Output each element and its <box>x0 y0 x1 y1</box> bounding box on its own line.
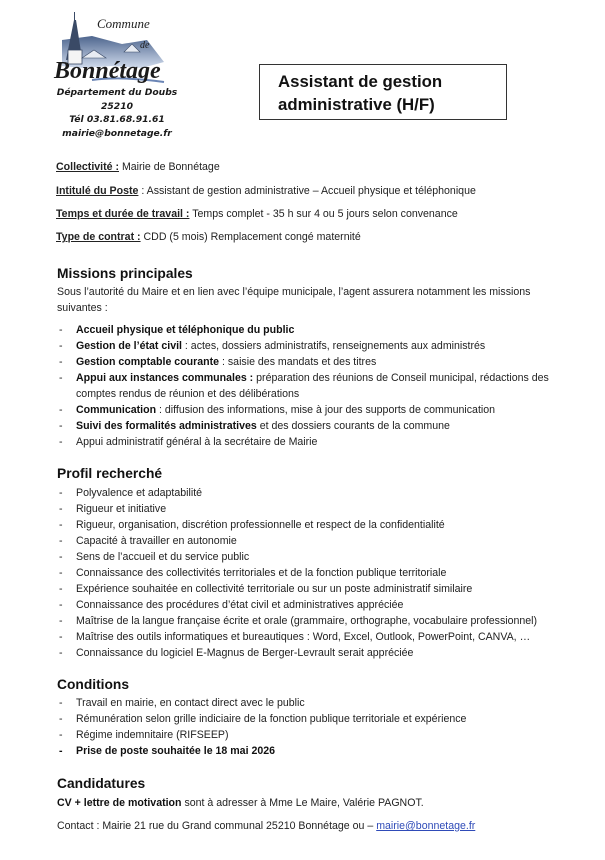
postcode-text: 25210 <box>101 100 133 112</box>
job-title-box <box>259 64 507 120</box>
conditions-list <box>57 695 577 759</box>
email-text: mairie@bonnetage.fr <box>62 127 172 139</box>
list-item: - Régime indemnitaire (RIFSEEP) <box>57 727 577 743</box>
profil-list <box>57 485 577 661</box>
list-item: - Prise de poste souhaitée le 18 mai 2026 <box>57 743 577 759</box>
contact-text: Contact : Mairie 21 rue du Grand communal 25210 Bonnétage ou – <box>57 820 377 832</box>
info-label: Temps et durée de travail : <box>56 208 190 220</box>
logo-commune-text: Commune <box>97 16 150 31</box>
list-item: - Rigueur et initiative <box>57 501 577 517</box>
list-item <box>57 354 577 370</box>
list-item <box>57 322 577 338</box>
list-item-text: Appui administratif général à la secrétaire de Mairie <box>76 436 318 448</box>
list-item-text: préparation des réunions de Conseil municipal, rédactions des comptes rendus de réunion et des délibérations <box>76 372 549 400</box>
profil-heading: Profil recherché <box>57 466 163 481</box>
logo-de-text: de <box>140 40 150 51</box>
logo-bonnetage-text: Bonnétage <box>54 58 161 84</box>
list-item: - Expérience souhaitée en collectivité territoriale ou sur un poste administratif similaire <box>57 581 577 597</box>
department-text: Département du Doubs <box>56 87 178 98</box>
list-item: - Travail en mairie, en contact direct avec le public <box>57 695 577 711</box>
missions-list <box>57 322 577 450</box>
phone-text: Tél 03.81.68.91.61 <box>69 114 165 126</box>
list-item <box>57 402 577 418</box>
list-item <box>57 370 577 402</box>
info-collectivite <box>56 161 220 173</box>
missions-heading: Missions principales <box>57 266 193 281</box>
candidatures-line <box>57 795 567 811</box>
list-item: - Maîtrise des outils informatiques et bureautiques : Word, Excel, Outlook, PowerPoint, CANVA, … <box>57 629 577 645</box>
list-item-text: : actes, dossiers administratifs, renseignements aux administrés <box>181 340 486 352</box>
list-item-text: : saisie des mandats et des titres <box>219 356 377 368</box>
list-item: - Rémunération selon grille indiciaire de la fonction publique territoriale et expérience <box>57 711 577 727</box>
info-value: Temps complet - 35 h sur 4 ou 5 jours selon convenance <box>189 208 458 220</box>
commune-logo <box>52 10 170 88</box>
candidatures-rest: sont à adresser à Mme Le Maire, Valérie PAGNOT. <box>181 797 424 809</box>
list-item: - Sens de l’accueil et du service public <box>57 549 577 565</box>
list-item-text: : diffusion des informations, mise à jour des supports de communication <box>156 404 496 416</box>
list-item: - Polyvalence et adaptabilité <box>57 485 577 501</box>
contact-email-link[interactable]: mairie@bonnetage.fr <box>376 820 476 832</box>
village-landscape-icon <box>52 10 170 88</box>
info-temps <box>56 208 458 220</box>
conditions-heading: Conditions <box>57 677 130 692</box>
list-item-bold: Appui aux instances communales : <box>76 372 254 384</box>
info-label: Collectivité : <box>56 161 119 173</box>
info-value: Mairie de Bonnétage <box>119 161 220 173</box>
list-item: - Connaissance des collectivités territoriales et de la fonction publique territoriale <box>57 565 577 581</box>
candidatures-bold: CV + lettre de motivation <box>57 797 182 809</box>
missions-intro: Sous l’autorité du Maire et en lien avec l’équipe municipale, l’agent assurera notamment les missions suivantes : <box>57 286 531 314</box>
list-item: - Connaissance des procédures d’état civil et administratives appréciée <box>57 597 577 613</box>
list-item <box>57 338 577 354</box>
list-item: - Capacité à travailler en autonomie <box>57 533 577 549</box>
list-item-bold: Suivi des formalités administratives <box>76 420 257 432</box>
info-label: Intitulé du Poste <box>56 185 139 197</box>
contact-line <box>57 818 567 834</box>
list-item-bold: Communication <box>76 404 157 416</box>
list-item <box>57 434 577 450</box>
list-item: - Rigueur, organisation, discrétion professionnelle et respect de la confidentialité <box>57 517 577 533</box>
list-item: - Connaissance du logiciel E-Magnus de Berger-Levrault serait appréciée <box>57 645 577 661</box>
list-item <box>57 418 577 434</box>
job-title-line1: Assistant de gestion <box>278 72 443 91</box>
list-item-text: et des dossiers courants de la commune <box>256 420 450 432</box>
info-contrat <box>56 231 361 243</box>
info-value: CDD (5 mois) Remplacement congé maternité <box>140 231 361 243</box>
info-intitule <box>56 185 476 197</box>
list-item-bold: Accueil physique et téléphonique du public <box>76 324 295 336</box>
info-value: : Assistant de gestion administrative – Accueil physique et téléphonique <box>138 185 476 197</box>
commune-contact-block <box>52 86 182 140</box>
list-item: - Maîtrise de la langue française écrite et orale (grammaire, orthographe, vocabulaire professionnel) <box>57 613 577 629</box>
list-item-bold: Gestion de l’état civil <box>76 340 182 352</box>
candidatures-heading: Candidatures <box>57 776 146 791</box>
list-item-bold: Gestion comptable courante <box>76 356 220 368</box>
job-title-line2: administrative (H/F) <box>278 95 435 114</box>
info-label: Type de contrat : <box>56 231 141 243</box>
